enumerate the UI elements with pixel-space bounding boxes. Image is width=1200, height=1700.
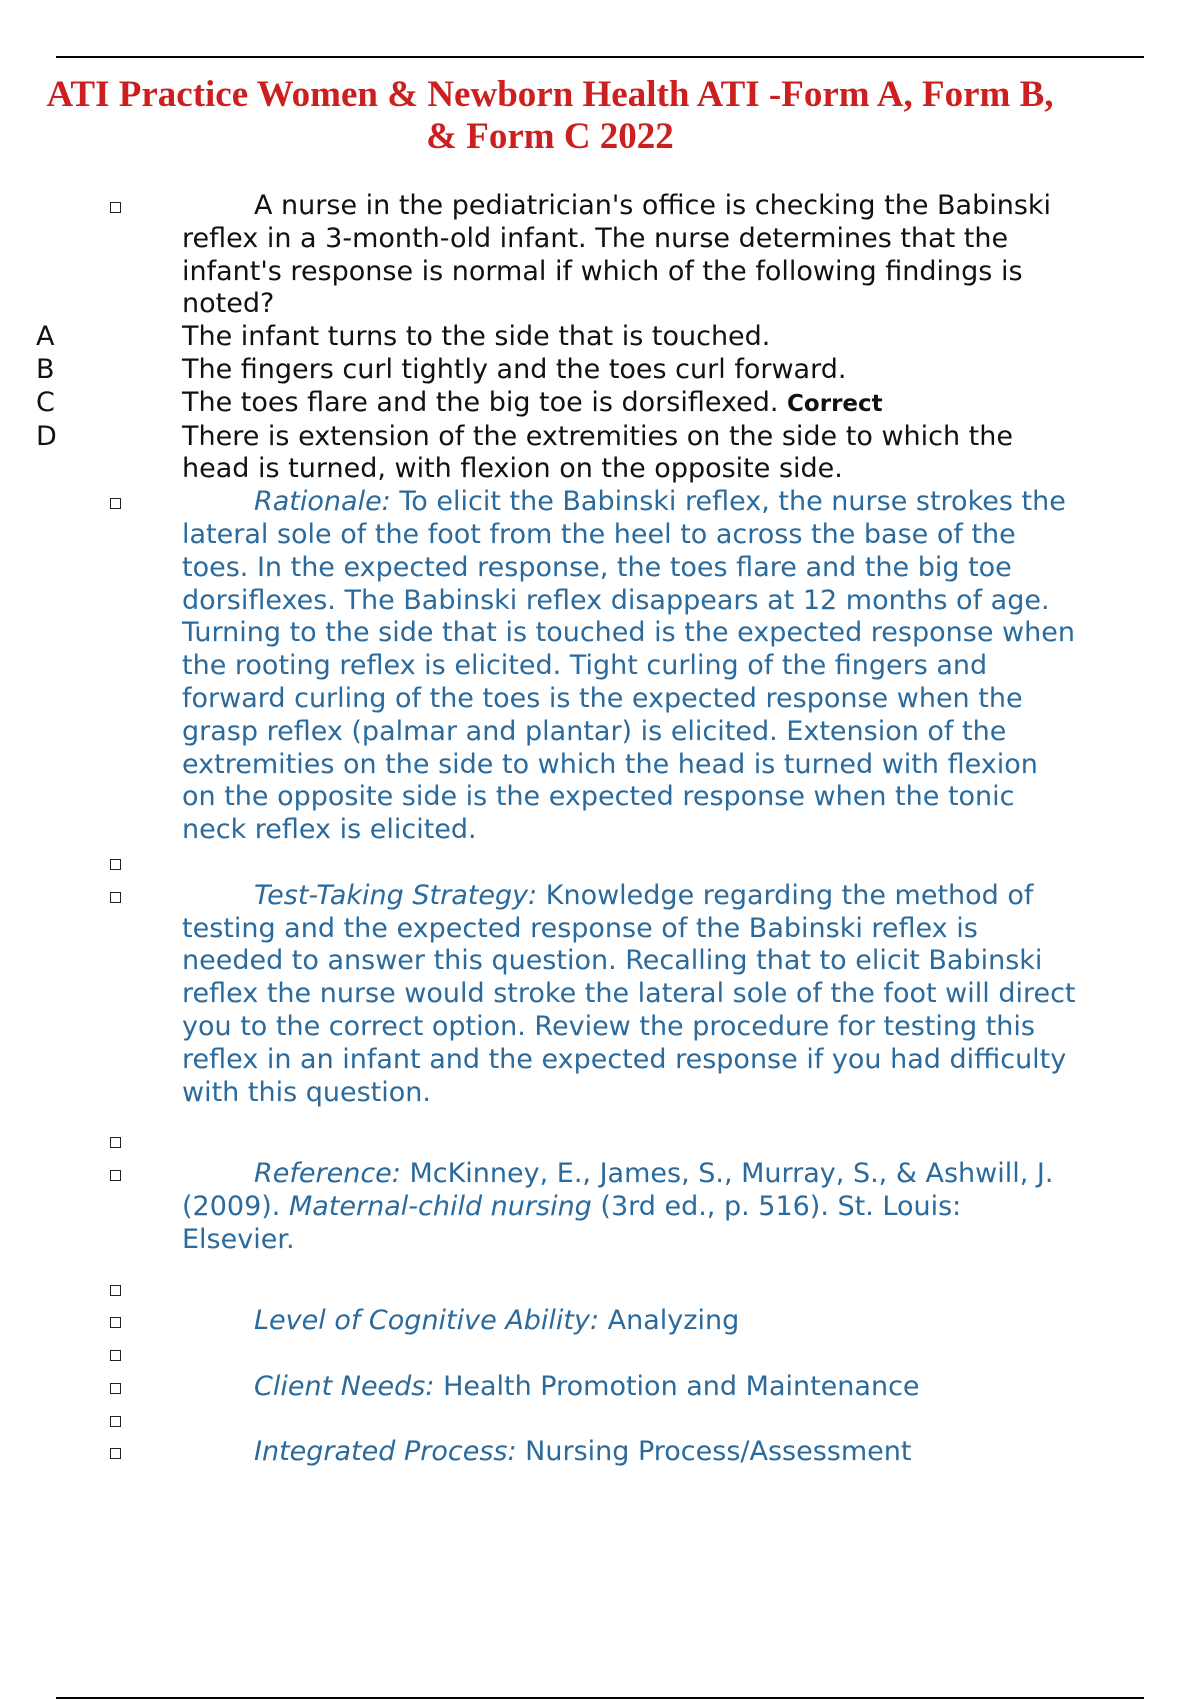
checkbox[interactable]: [110, 202, 121, 213]
cognitive-row: [0, 1305, 1200, 1338]
client-needs-label: Client Needs:: [254, 1370, 435, 1402]
strategy-row: [0, 880, 1200, 1110]
option-letter: D: [36, 420, 57, 452]
option-b[interactable]: [0, 354, 1200, 387]
strategy-label: Test-Taking Strategy:: [254, 879, 538, 911]
checkbox[interactable]: [110, 1317, 121, 1328]
title-line-1: ATI Practice Women & Newborn Health ATI -Form A, Form B,: [46, 74, 1054, 115]
rationale-text: To elicit the Babinski reflex, the nurse strokes the lateral sole of the foot from the heel to across the base of the toes. In the expected response, the toes flare and the big toe dorsiflexes. The Babinski reflex disappears at 12 months of age. Turning to the side that is touched is the expected response when the rooting reflex is elicited. Tight curling of the fingers and forward curling of the toes is the expected response when the grasp reflex (palmar and plantar) is elicited. Extension of the extremities on the side to which the head is turned with flexion on the opposite side is the expected response when the tonic neck reflex is elicited.: [182, 486, 1075, 846]
title-line-2: & Form C 2022: [426, 116, 674, 157]
client-needs-row: [0, 1371, 1200, 1404]
empty-row: [0, 1273, 1200, 1306]
reference-text: McKinney, E., James, S., Murray, S., & Ashwill, J. (2009).: [182, 1158, 1054, 1222]
empty-row: [0, 1125, 1200, 1158]
checkbox[interactable]: [110, 859, 121, 870]
correct-tag: Correct: [787, 390, 883, 417]
process-row: [0, 1436, 1200, 1469]
checkbox[interactable]: [110, 1383, 121, 1394]
question-stem-row: [0, 190, 1200, 321]
process-label: Integrated Process:: [254, 1436, 517, 1468]
reference-row: [0, 1158, 1200, 1256]
option-letter: C: [36, 386, 55, 418]
reference-book: Maternal-child nursing: [288, 1190, 592, 1222]
question-content: [0, 190, 1200, 1469]
rationale-row: [0, 486, 1200, 847]
option-text: The fingers curl tightly and the toes curl forward.: [182, 353, 847, 385]
reference-label: Reference:: [254, 1158, 401, 1190]
option-text: The toes flare and the big toe is dorsiflexed.: [182, 386, 779, 418]
checkbox[interactable]: [110, 1416, 121, 1427]
option-c[interactable]: [0, 387, 1200, 421]
client-needs-value: Health Promotion and Maintenance: [434, 1370, 920, 1402]
checkbox[interactable]: [110, 1137, 121, 1148]
rationale-label: Rationale:: [254, 486, 391, 518]
strategy-text: Knowledge regarding the method of testing and the expected response of the Babinski reflex is needed to answer this question. Recalling that to elicit Babinski reflex the nurse would stroke the lateral sole of the foot will direct you to the correct option. Review the procedure for testing this reflex in an infant and the expected response if you had difficulty with this question.: [182, 879, 1076, 1108]
option-text: The infant turns to the side that is touched.: [182, 321, 771, 353]
process-value: Nursing Process/Assessment: [516, 1436, 912, 1468]
checkbox[interactable]: [110, 892, 121, 903]
question-stem: A nurse in the pediatrician's office is checking the Babinski reflex in a 3-month-old infant. The nurse determines that the infant's response is normal if which of the following findings is noted?: [182, 190, 1052, 320]
option-d[interactable]: [0, 421, 1200, 487]
cognitive-value: Analyzing: [599, 1305, 740, 1337]
empty-row: [0, 1404, 1200, 1437]
option-letter: A: [36, 321, 55, 353]
document-title: [30, 74, 1070, 158]
option-text: There is extension of the extremities on the side to which the head is turned, with flexion on the opposite side.: [182, 420, 1013, 485]
checkbox[interactable]: [110, 498, 121, 509]
checkbox[interactable]: [110, 1448, 121, 1459]
cognitive-label: Level of Cognitive Ability:: [254, 1305, 600, 1337]
bottom-rule: [56, 1697, 1144, 1699]
top-rule: [56, 56, 1144, 58]
empty-row: [0, 847, 1200, 880]
checkbox[interactable]: [110, 1350, 121, 1361]
checkbox[interactable]: [110, 1285, 121, 1296]
empty-row: [0, 1338, 1200, 1371]
option-letter: B: [36, 353, 55, 385]
option-a[interactable]: [0, 321, 1200, 354]
reference-text-after: (3rd ed., p. 516). St. Louis: Elsevier.: [182, 1190, 962, 1255]
checkbox[interactable]: [110, 1170, 121, 1181]
